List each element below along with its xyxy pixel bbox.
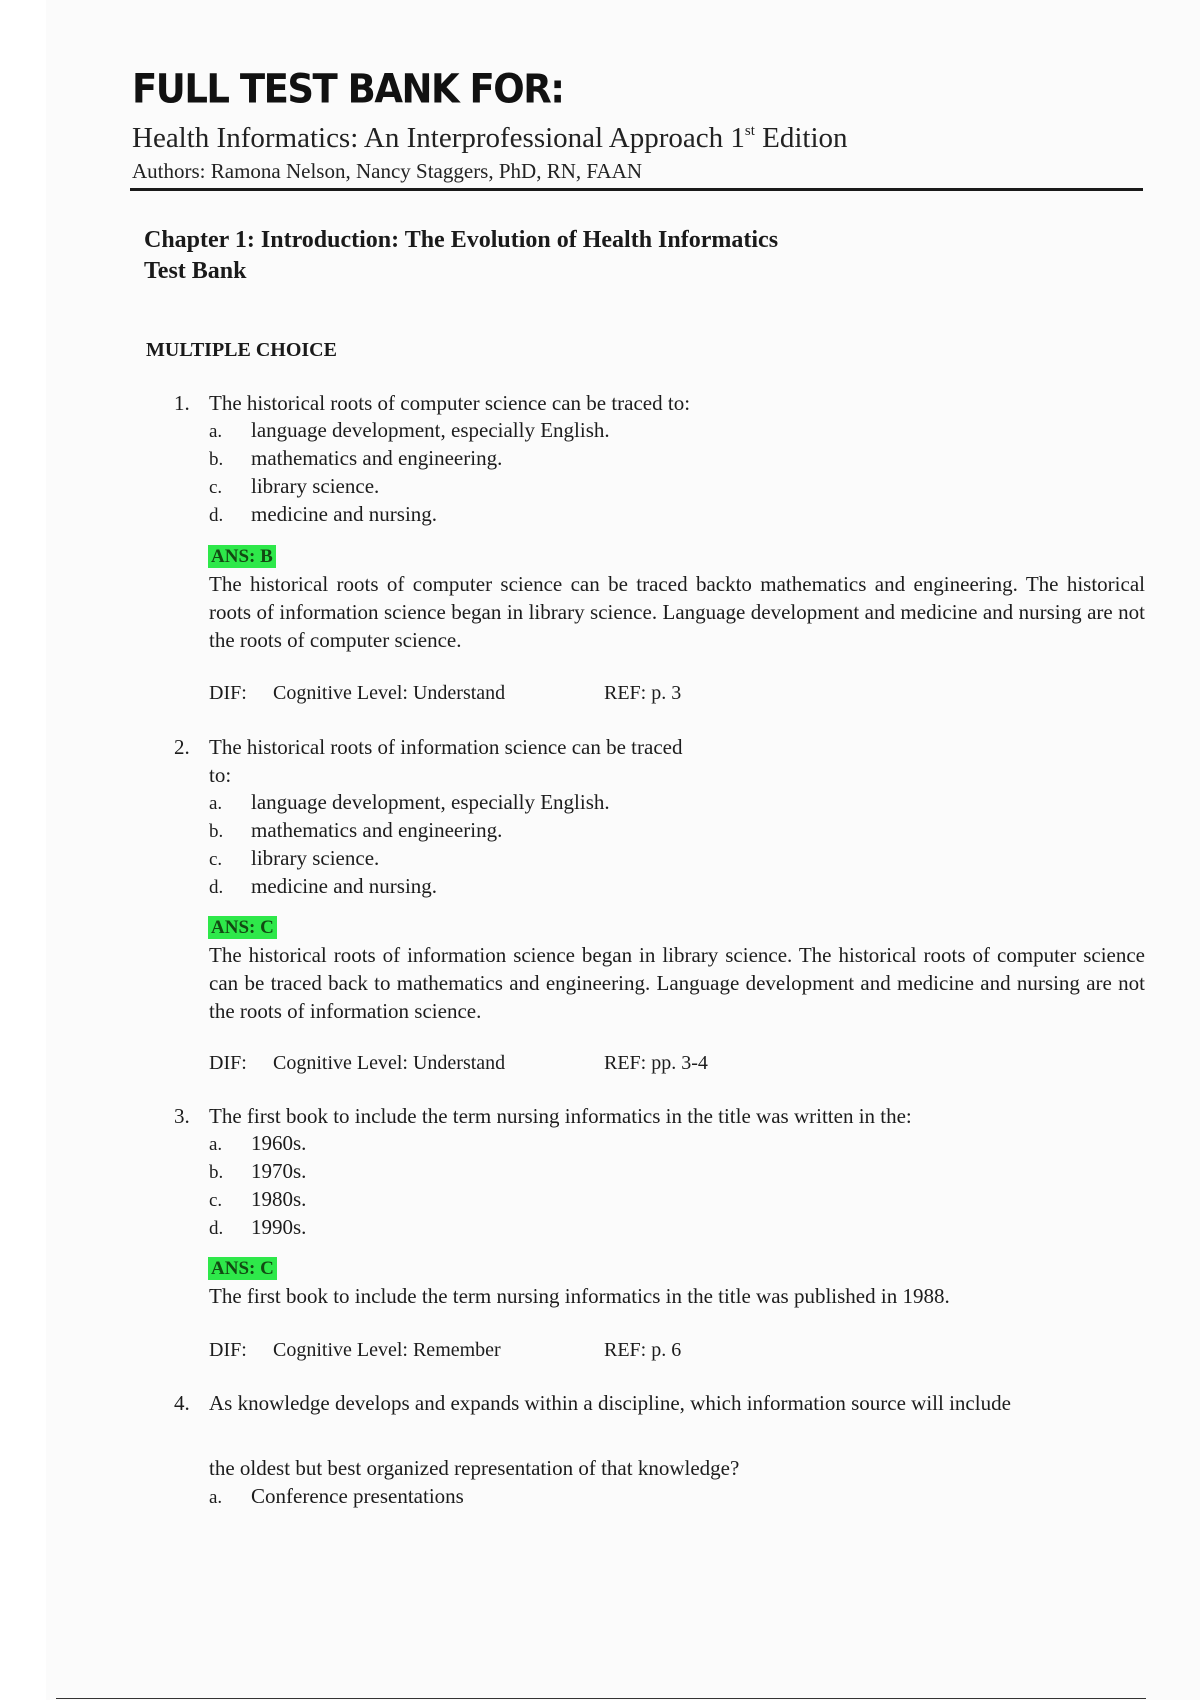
chapter-subtitle: Test Bank: [144, 258, 247, 284]
question-stem-continued: the oldest but best organized representation of that knowledge?: [209, 1456, 740, 1480]
question-stem-continued: to:: [209, 763, 232, 787]
option-b: b. mathematics and engineering.: [209, 446, 503, 470]
answer-rationale: The first book to include the term nursing informatics in the title was published in 1988.: [209, 1284, 950, 1308]
answer-badge: ANS: B: [208, 545, 276, 568]
question-number: 1.: [174, 391, 190, 415]
footer-divider: [56, 1698, 1146, 1699]
question-meta: DIF: Cognitive Level: Understand REF: pp. 3-4: [209, 1052, 708, 1074]
option-d: d. 1990s.: [209, 1215, 307, 1239]
chapter-title: Chapter 1: Introduction: The Evolution of Health Informatics: [144, 227, 779, 253]
question-number: 2.: [174, 735, 190, 759]
option-c: c. library science.: [209, 846, 380, 870]
header-divider: [130, 188, 1143, 191]
question-meta: DIF: Cognitive Level: Understand REF: p. 3: [209, 682, 682, 704]
authors-line: Authors: Ramona Nelson, Nancy Staggers, PhD, RN, FAAN: [132, 159, 642, 183]
chapter-heading: [144, 225, 778, 287]
answer-badge: ANS: C: [208, 916, 277, 939]
option-a: a. language development, especially English.: [209, 790, 610, 814]
question-number: 3.: [174, 1104, 190, 1128]
option-a: a. language development, especially English.: [209, 418, 610, 442]
question-stem: As knowledge develops and expands within a discipline, which information source will include: [209, 1391, 1011, 1415]
option-c: c. library science.: [209, 474, 380, 498]
question-stem: The historical roots of information science can be traced: [209, 735, 683, 759]
answer-rationale: The historical roots of information science began in library science. The historical roots of computer science can be traced back to mathematics and engineering. Language development and medicine and nursing are not the roots of information science.: [209, 943, 1145, 1023]
option-a: a. Conference presentations: [209, 1484, 464, 1508]
section-heading: MULTIPLE CHOICE: [146, 339, 337, 361]
question-stem: The historical roots of computer science can be traced to:: [209, 391, 691, 415]
answer-badge: ANS: C: [208, 1257, 277, 1280]
question-stem: The first book to include the term nursing informatics in the title was written in the:: [209, 1104, 912, 1128]
option-b: b. 1970s.: [209, 1159, 307, 1183]
test-bank-banner: FULL TEST BANK FOR:: [132, 66, 564, 113]
option-d: d. medicine and nursing.: [209, 874, 438, 898]
question-number: 4.: [174, 1391, 190, 1415]
option-c: c. 1980s.: [209, 1187, 307, 1211]
question-meta: DIF: Cognitive Level: Remember REF: p. 6: [209, 1339, 682, 1361]
option-d: d. medicine and nursing.: [209, 502, 438, 526]
book-title: Health Informatics: An Interprofessional Approach 1st Edition: [132, 122, 848, 154]
option-b: b. mathematics and engineering.: [209, 818, 503, 842]
answer-rationale: The historical roots of computer science can be traced backto mathematics and engineering. The historical roots of information science began in library science. Language development and medicine and nursing are not the roots of computer science.: [209, 572, 1145, 652]
option-a: a. 1960s.: [209, 1131, 307, 1155]
